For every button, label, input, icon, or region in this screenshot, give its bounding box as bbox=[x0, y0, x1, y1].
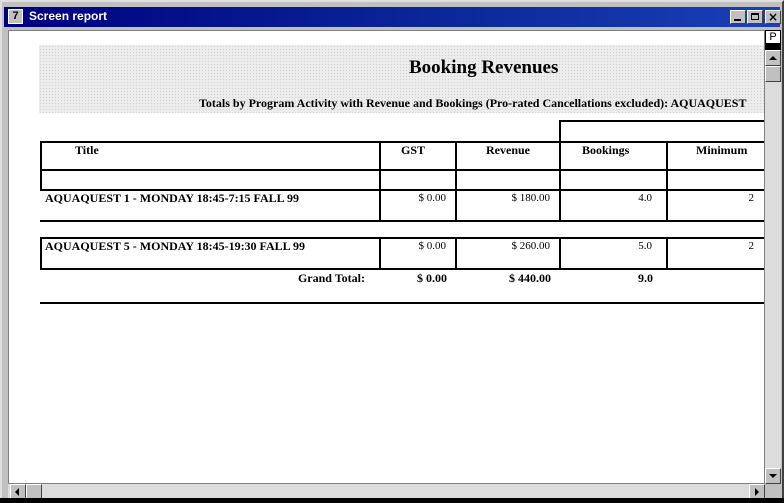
row-gst: $ 0.00 bbox=[418, 192, 446, 204]
table-rule bbox=[455, 141, 457, 171]
column-header-bookings: Bookings bbox=[582, 143, 630, 157]
column-header-gst: GST bbox=[401, 143, 426, 157]
table-rule bbox=[40, 237, 42, 270]
table-rule bbox=[666, 141, 668, 171]
window-title: Screen report bbox=[29, 9, 108, 23]
close-button[interactable] bbox=[765, 10, 781, 24]
report-title: Booking Revenues bbox=[409, 57, 559, 78]
table-rule bbox=[379, 237, 381, 270]
row-minimum: 2 bbox=[748, 192, 754, 204]
arrow-left-icon bbox=[11, 488, 19, 496]
maximize-icon bbox=[751, 13, 759, 20]
table-rule bbox=[455, 169, 457, 222]
scroll-up-button[interactable] bbox=[765, 50, 781, 66]
vertical-scroll-thumb[interactable] bbox=[765, 66, 781, 82]
scroll-down-button[interactable] bbox=[765, 468, 781, 484]
page-button[interactable]: P bbox=[765, 30, 781, 44]
table-rule bbox=[40, 169, 765, 171]
column-header-title: Title bbox=[75, 143, 99, 157]
row-title: AQUAQUEST 5 - MONDAY 18:45-19:30 FALL 99 bbox=[45, 239, 306, 253]
minimize-icon bbox=[734, 19, 741, 21]
table-rule bbox=[40, 141, 42, 171]
row-gst: $ 0.00 bbox=[418, 240, 446, 252]
table-rule bbox=[559, 141, 561, 171]
table-rule bbox=[379, 141, 381, 171]
table-rule bbox=[560, 120, 765, 122]
table-rule bbox=[40, 268, 765, 270]
table-rule bbox=[40, 169, 42, 191]
table-rule bbox=[40, 302, 765, 304]
grand-total-revenue: $ 440.00 bbox=[509, 271, 551, 285]
table-rule bbox=[559, 120, 561, 142]
maximize-button[interactable] bbox=[747, 10, 763, 24]
row-bookings: 4.0 bbox=[638, 192, 652, 204]
table-rule bbox=[666, 237, 668, 270]
app-icon[interactable]: 7 bbox=[8, 9, 23, 24]
arrow-down-icon bbox=[769, 474, 777, 482]
row-minimum: 2 bbox=[748, 240, 754, 252]
column-header-minimum: Minimum bbox=[696, 143, 748, 157]
row-bookings: 5.0 bbox=[638, 240, 652, 252]
table-rule bbox=[40, 220, 765, 222]
bottom-edge bbox=[0, 498, 784, 503]
title-bar[interactable] bbox=[4, 7, 780, 27]
minimize-button[interactable] bbox=[730, 10, 746, 24]
table-rule bbox=[379, 169, 381, 222]
table-rule bbox=[666, 169, 668, 222]
grand-total-gst: $ 0.00 bbox=[417, 271, 447, 285]
row-revenue: $ 180.00 bbox=[511, 192, 550, 204]
grand-total-bookings: 9.0 bbox=[638, 271, 653, 285]
arrow-up-icon bbox=[769, 52, 777, 60]
row-title: AQUAQUEST 1 - MONDAY 18:45-7:15 FALL 99 bbox=[45, 191, 300, 205]
close-icon: × bbox=[768, 10, 779, 24]
table-rule bbox=[455, 237, 457, 270]
report-canvas bbox=[8, 30, 765, 484]
table-rule bbox=[559, 169, 561, 222]
column-header-revenue: Revenue bbox=[486, 143, 530, 157]
table-rule bbox=[559, 237, 561, 270]
arrow-right-icon bbox=[755, 488, 763, 496]
report-subtitle: Totals by Program Activity with Revenue and Bookings (Pro-rated Cancellations excluded): AQUAQUEST bbox=[199, 96, 747, 110]
grand-total-label: Grand Total: bbox=[297, 271, 365, 285]
vertical-scrollbar[interactable] bbox=[765, 30, 781, 484]
row-revenue: $ 260.00 bbox=[511, 240, 550, 252]
